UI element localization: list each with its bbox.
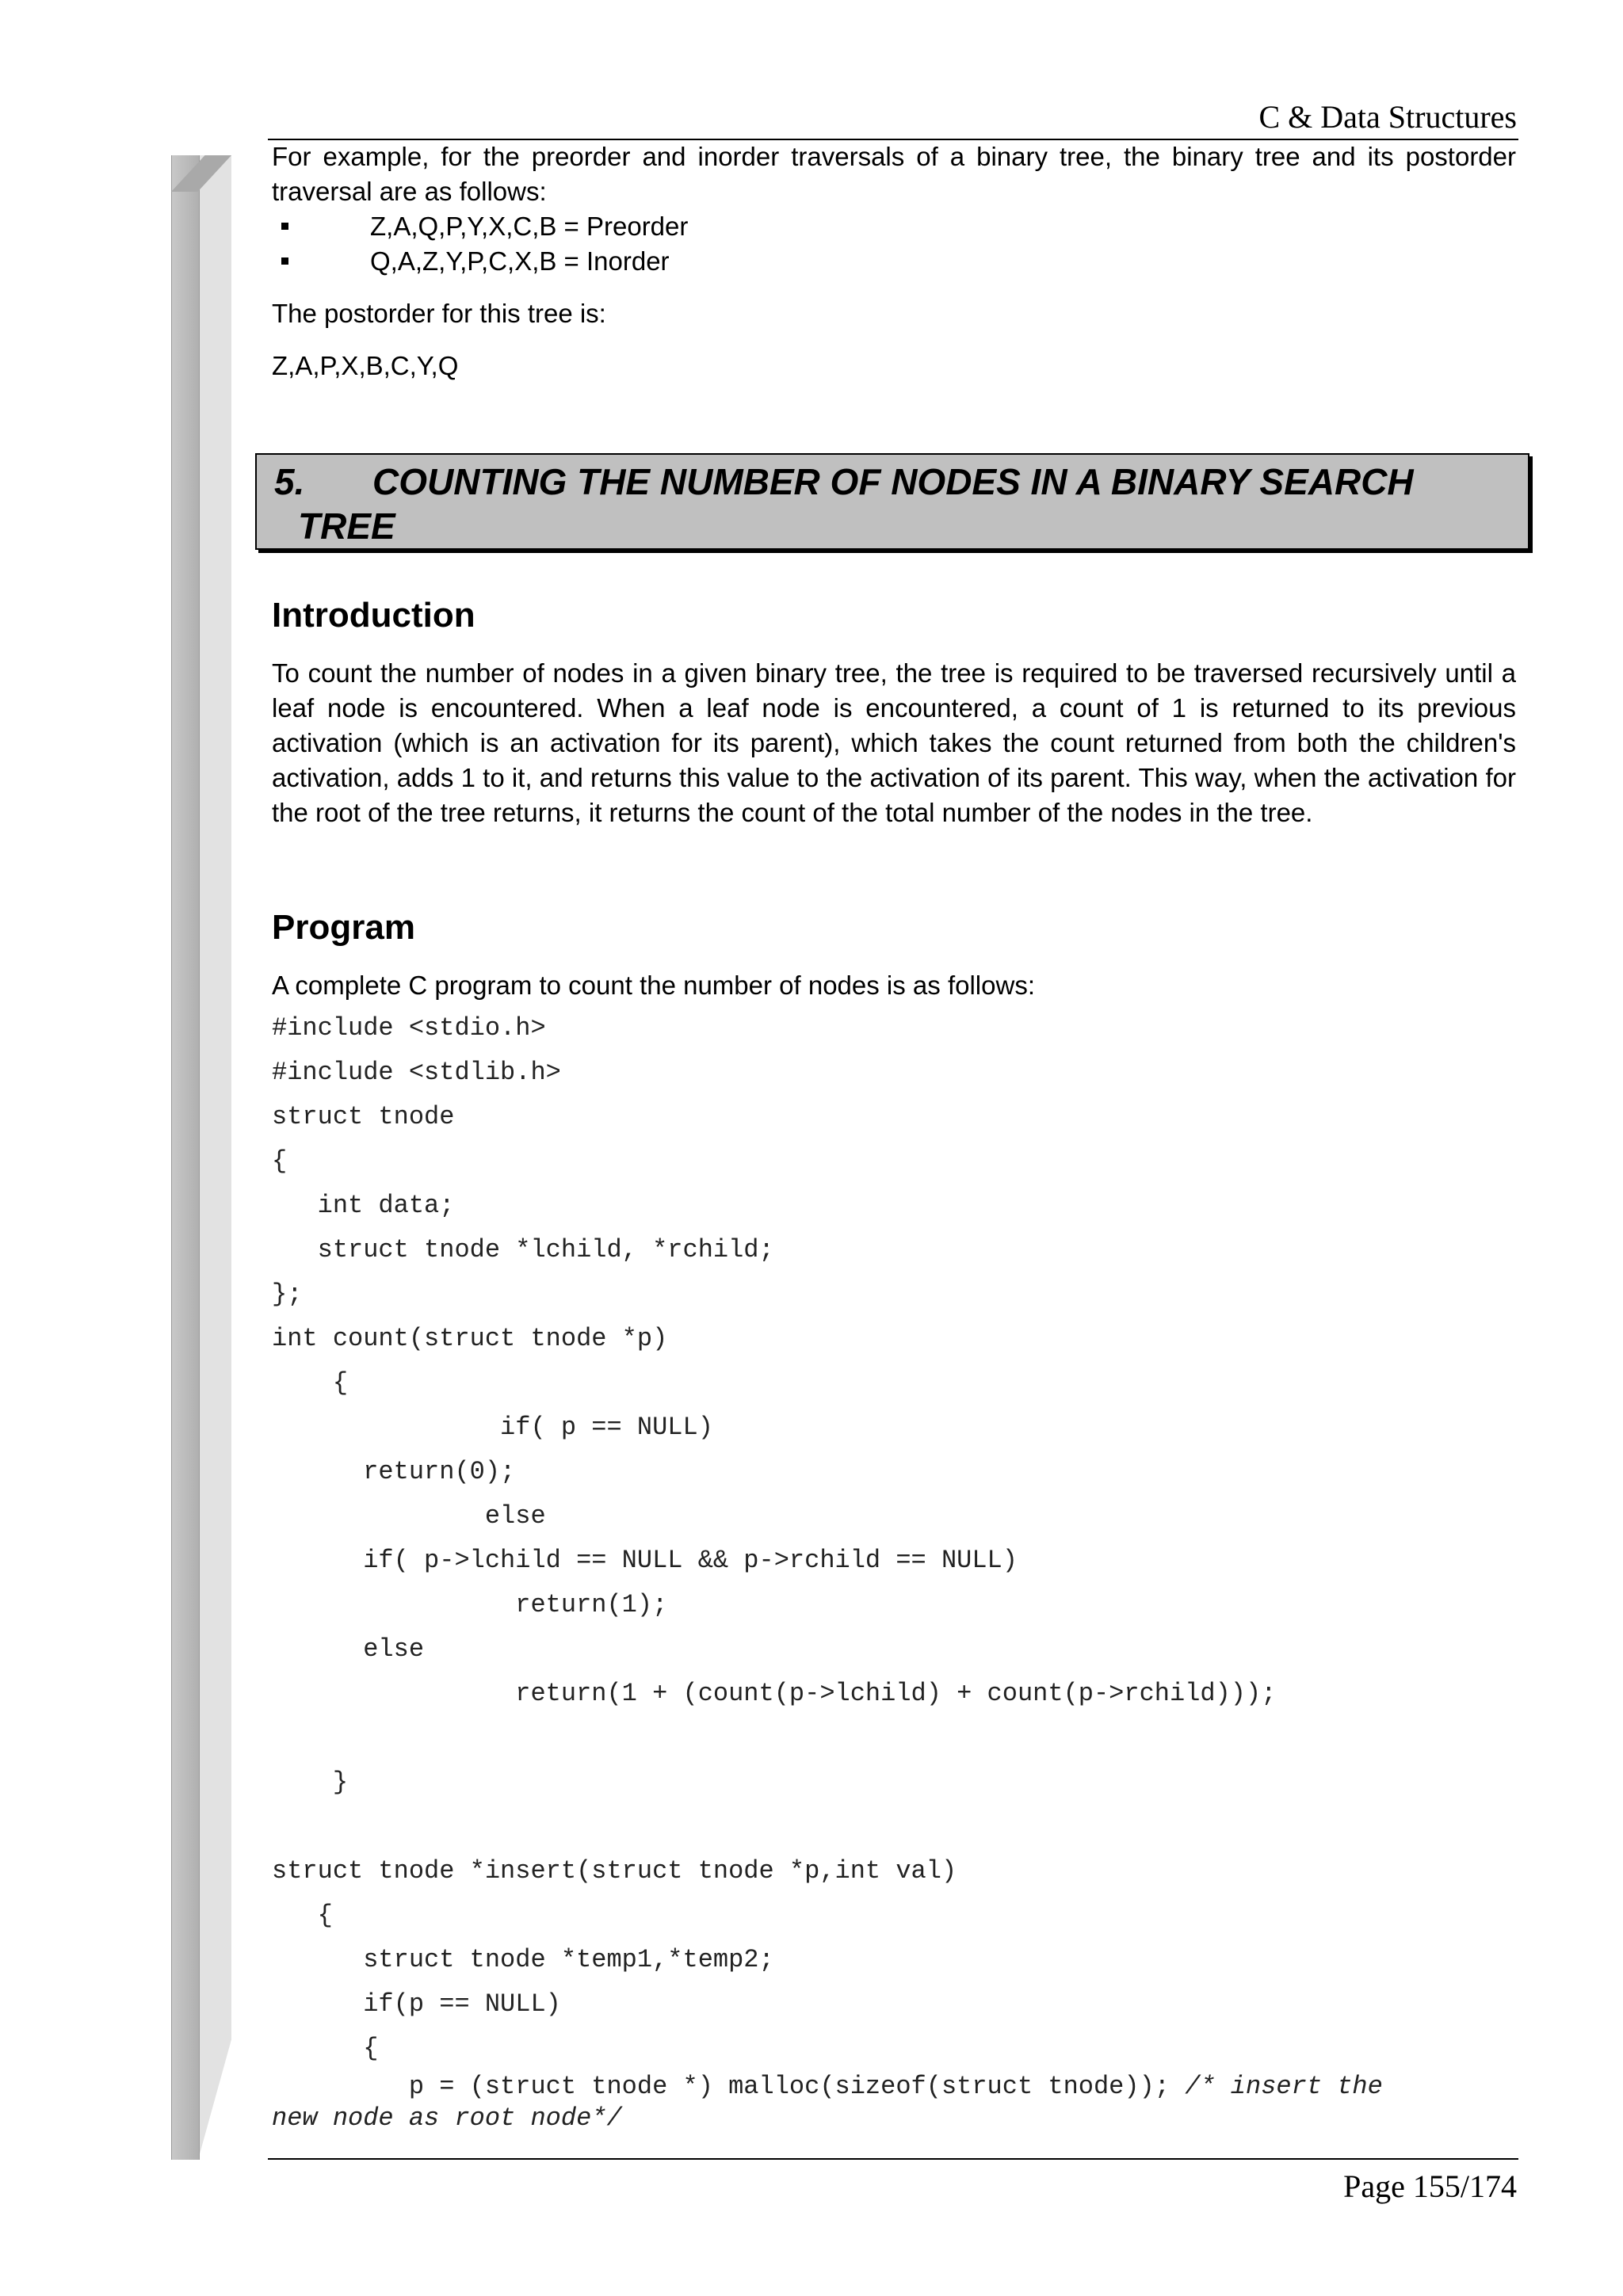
bullet-icon xyxy=(281,223,288,230)
code-block xyxy=(272,1006,1516,2071)
program-heading: Program xyxy=(272,908,415,947)
code-line: } xyxy=(272,1768,349,1797)
code-line: else xyxy=(272,1634,425,1664)
code-line: struct tnode *lchild, *rchild; xyxy=(272,1235,774,1264)
code-line: #include <stdio.h> xyxy=(272,1013,546,1043)
list-item xyxy=(272,209,1516,244)
program-section xyxy=(272,908,1516,2134)
section-title-line2: TREE xyxy=(298,505,395,547)
program-lead: A complete C program to count the number of nodes is as follows: xyxy=(272,971,1035,1000)
code-line xyxy=(272,1805,1516,1849)
postorder-label: The postorder for this tree is: xyxy=(272,299,606,328)
code-line: { xyxy=(272,1368,349,1398)
introduction-section xyxy=(272,596,1516,830)
code-line: int count(struct tnode *p) xyxy=(272,1324,668,1353)
list-item-text: Z,A,Q,P,Y,X,C,B = Preorder xyxy=(370,212,689,241)
code-last-line xyxy=(272,2071,1516,2103)
code-line: if( p->lchild == NULL && p->rchild == NULL) xyxy=(272,1546,1018,1575)
code-text: p = (struct tnode *) malloc(sizeof(struct tnode)); xyxy=(272,2072,1186,2101)
section-heading-box xyxy=(255,453,1529,550)
code-line: { xyxy=(272,1901,333,1930)
code-line: { xyxy=(272,1146,288,1176)
list-item-text: Q,A,Z,Y,P,C,X,B = Inorder xyxy=(370,246,670,276)
code-line: return(0); xyxy=(272,1457,516,1486)
page-content xyxy=(272,139,1516,383)
code-line: { xyxy=(272,2034,379,2063)
section-number: 5. xyxy=(274,461,305,502)
code-line: }; xyxy=(272,1280,303,1309)
postorder-value: Z,A,P,X,B,C,Y,Q xyxy=(272,351,459,380)
code-line: #include <stdlib.h> xyxy=(272,1058,561,1087)
code-line: struct tnode *insert(struct tnode *p,int val) xyxy=(272,1856,957,1886)
code-line: if( p == NULL) xyxy=(272,1413,713,1442)
introduction-heading: Introduction xyxy=(272,596,475,635)
page-header-title: C & Data Structures xyxy=(1258,99,1517,135)
code-line: else xyxy=(272,1501,546,1531)
intro-paragraph: For example, for the preorder and inorder traversals of a binary tree, the binary tree and its postorder traversal are as follows: xyxy=(272,142,1516,206)
code-line: struct tnode *temp1,*temp2; xyxy=(272,1945,774,1974)
section-title xyxy=(274,460,1510,548)
section-title-line1: COUNTING THE NUMBER OF NODES IN A BINARY SEARCH xyxy=(372,461,1414,502)
code-line: return(1 + (count(p->lchild) + count(p->rchild))); xyxy=(272,1679,1277,1708)
page-number: Page 155/174 xyxy=(1343,2168,1517,2204)
code-line: if(p == NULL) xyxy=(272,1989,561,2019)
traversal-list xyxy=(272,209,1516,279)
code-line: struct tnode xyxy=(272,1102,455,1131)
code-comment-continued: new node as root node*/ xyxy=(272,2103,622,2133)
code-line xyxy=(272,1716,1516,1760)
code-line: return(1); xyxy=(272,1590,668,1619)
code-line: int data; xyxy=(272,1191,455,1220)
decorative-side-bar xyxy=(171,155,200,2160)
bullet-icon xyxy=(281,257,288,265)
decorative-side-panel xyxy=(198,155,231,2160)
code-comment: /* insert the xyxy=(1185,2072,1383,2101)
footer-divider xyxy=(268,2158,1518,2160)
introduction-paragraph: To count the number of nodes in a given binary tree, the tree is required to be traversed recursively until a leaf node is encountered. When a leaf node is encountered, a count of 1 is returned to its previous activation (which is an activation for its parent), which takes the count returned from both the children's activation, adds 1 to it, and returns this value to the activation of its parent. This way, when the activation for the root of the tree returns, it returns the count of the total number of the nodes in the tree. xyxy=(272,658,1516,827)
list-item xyxy=(272,244,1516,279)
